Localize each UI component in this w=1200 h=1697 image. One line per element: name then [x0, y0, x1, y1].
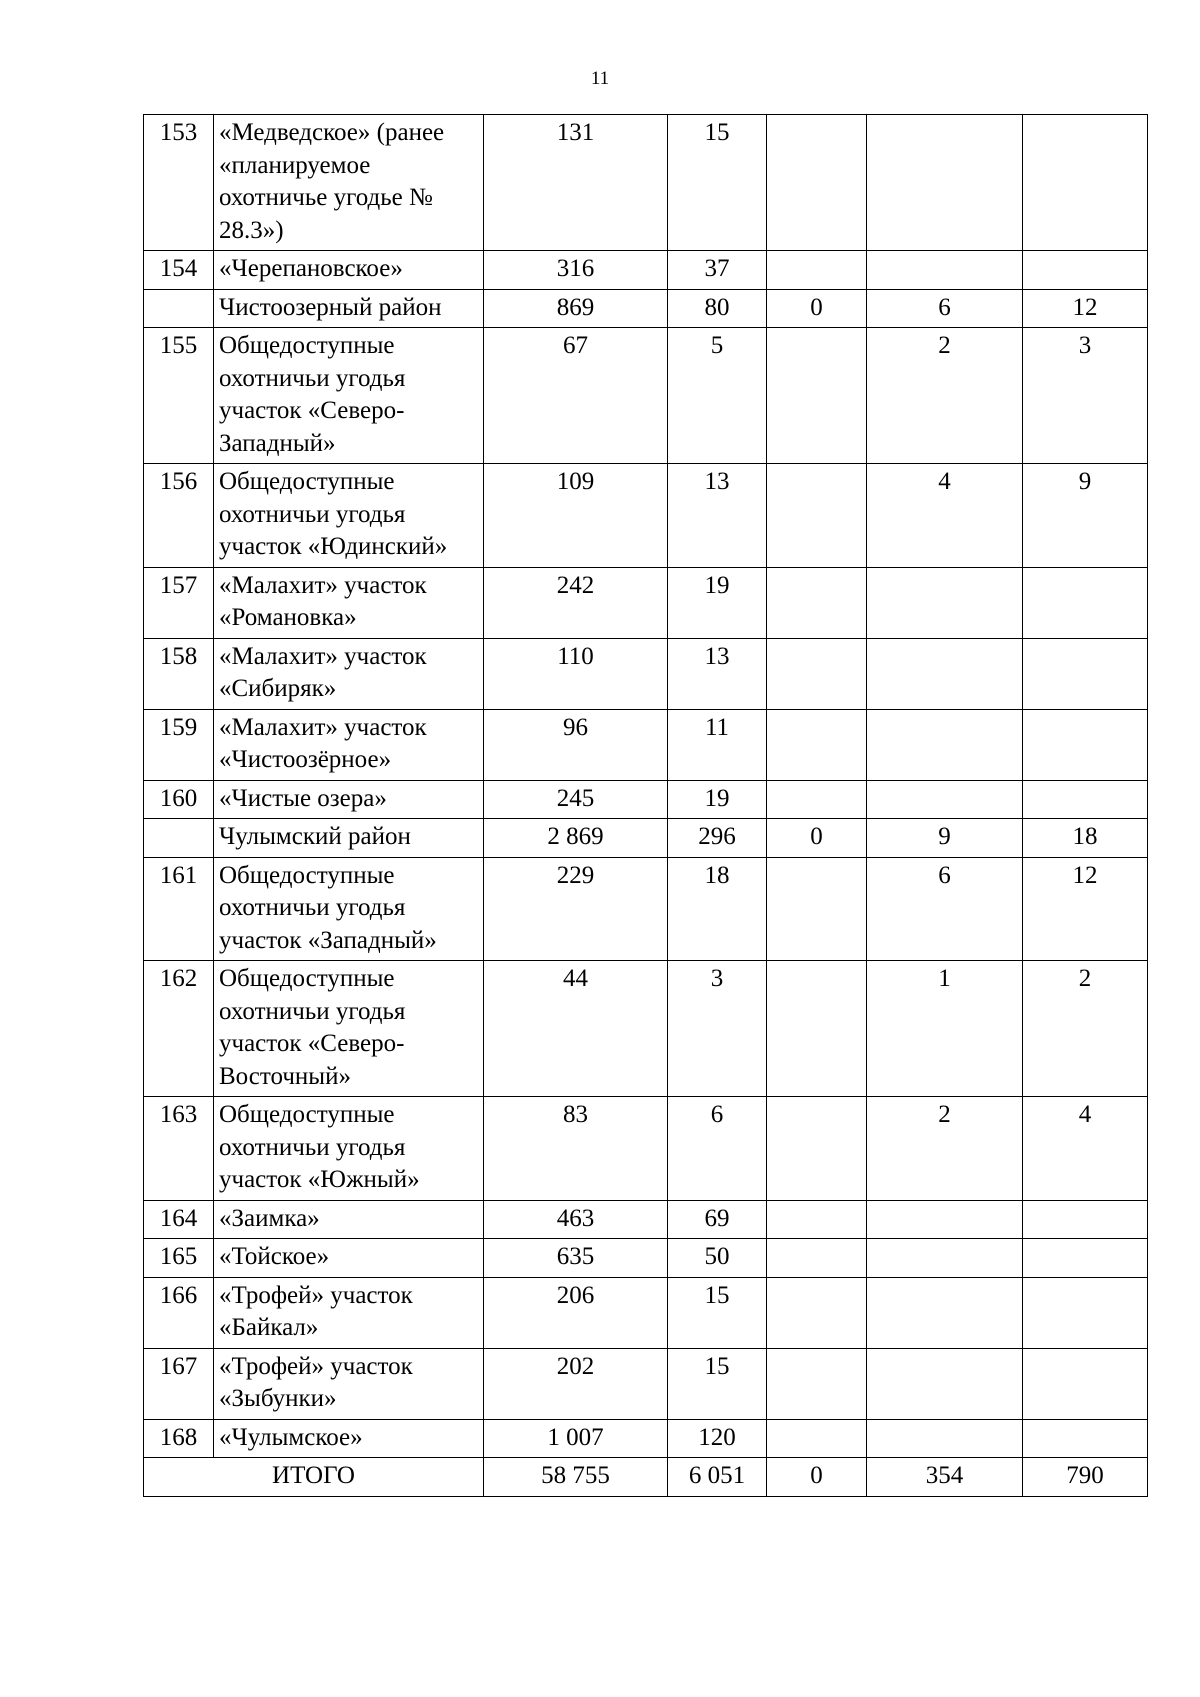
area-cell: 109 — [484, 464, 668, 568]
col3-cell: 0 — [767, 819, 867, 858]
col3-cell — [767, 567, 867, 638]
col3-cell — [767, 1239, 867, 1278]
col4-cell — [867, 638, 1023, 709]
total-col4-cell: 354 — [867, 1458, 1023, 1497]
count-cell: 69 — [668, 1200, 767, 1239]
col4-cell — [867, 1277, 1023, 1348]
table-row — [144, 567, 1148, 638]
col5-cell: 4 — [1023, 1097, 1148, 1201]
col5-cell: 12 — [1023, 289, 1148, 328]
col3-cell — [767, 328, 867, 464]
area-cell: 83 — [484, 1097, 668, 1201]
total-col5-cell: 790 — [1023, 1458, 1148, 1497]
col3-cell — [767, 251, 867, 290]
col4-cell: 2 — [867, 1097, 1023, 1201]
table-row — [144, 709, 1148, 780]
row-number-cell: 164 — [144, 1200, 214, 1239]
area-cell: 44 — [484, 961, 668, 1097]
col5-cell: 12 — [1023, 857, 1148, 961]
col5-cell — [1023, 251, 1148, 290]
table-row — [144, 115, 1148, 251]
row-number-cell: 162 — [144, 961, 214, 1097]
col5-cell — [1023, 567, 1148, 638]
area-cell: 2 869 — [484, 819, 668, 858]
col5-cell — [1023, 780, 1148, 819]
ground-name-cell: Общедоступные охотничьи угодья участок «Южный» — [214, 1097, 484, 1201]
row-number-cell — [144, 819, 214, 858]
area-cell: 202 — [484, 1348, 668, 1419]
col4-cell: 6 — [867, 289, 1023, 328]
count-cell: 6 — [668, 1097, 767, 1201]
col4-cell — [867, 251, 1023, 290]
row-number-cell: 157 — [144, 567, 214, 638]
ground-name-cell: «Черепановское» — [214, 251, 484, 290]
row-number-cell: 166 — [144, 1277, 214, 1348]
count-cell: 120 — [668, 1419, 767, 1458]
table-row — [144, 1097, 1148, 1201]
ground-name-cell: Общедоступные охотничьи угодья участок «Юдинский» — [214, 464, 484, 568]
col4-cell: 1 — [867, 961, 1023, 1097]
count-cell: 50 — [668, 1239, 767, 1278]
count-cell: 296 — [668, 819, 767, 858]
col4-cell — [867, 1200, 1023, 1239]
table-row — [144, 1239, 1148, 1278]
table-row — [144, 328, 1148, 464]
col5-cell — [1023, 1200, 1148, 1239]
count-cell: 19 — [668, 567, 767, 638]
col5-cell — [1023, 1239, 1148, 1278]
table-row — [144, 1348, 1148, 1419]
ground-name-cell: «Малахит» участок «Сибиряк» — [214, 638, 484, 709]
row-number-cell — [144, 289, 214, 328]
ground-name-cell: «Трофей» участок «Байкал» — [214, 1277, 484, 1348]
count-cell: 11 — [668, 709, 767, 780]
ground-name-cell: «Малахит» участок «Романовка» — [214, 567, 484, 638]
table-row — [144, 857, 1148, 961]
area-cell: 206 — [484, 1277, 668, 1348]
area-cell: 316 — [484, 251, 668, 290]
area-cell: 110 — [484, 638, 668, 709]
col4-cell — [867, 1239, 1023, 1278]
col3-cell — [767, 1419, 867, 1458]
total-row — [144, 1458, 1148, 1497]
row-number-cell: 163 — [144, 1097, 214, 1201]
count-cell: 15 — [668, 1277, 767, 1348]
row-number-cell: 167 — [144, 1348, 214, 1419]
col3-cell — [767, 1348, 867, 1419]
page-number: 11 — [590, 68, 610, 89]
ground-name-cell: «Заимка» — [214, 1200, 484, 1239]
table-row — [144, 1419, 1148, 1458]
col3-cell — [767, 709, 867, 780]
row-number-cell: 156 — [144, 464, 214, 568]
ground-name-cell: «Чулымское» — [214, 1419, 484, 1458]
col5-cell: 9 — [1023, 464, 1148, 568]
col5-cell — [1023, 1419, 1148, 1458]
table-row — [144, 464, 1148, 568]
table-row — [144, 780, 1148, 819]
area-cell: 96 — [484, 709, 668, 780]
row-number-cell: 168 — [144, 1419, 214, 1458]
col3-cell — [767, 1277, 867, 1348]
total-col3-cell: 0 — [767, 1458, 867, 1497]
area-cell: 229 — [484, 857, 668, 961]
col5-cell — [1023, 1348, 1148, 1419]
row-number-cell: 155 — [144, 328, 214, 464]
count-cell: 13 — [668, 464, 767, 568]
col5-cell — [1023, 709, 1148, 780]
ground-name-cell: Общедоступные охотничьи угодья участок «Северо-Западный» — [214, 328, 484, 464]
area-cell: 245 — [484, 780, 668, 819]
col3-cell: 0 — [767, 289, 867, 328]
col3-cell — [767, 638, 867, 709]
col5-cell — [1023, 638, 1148, 709]
table-row — [144, 251, 1148, 290]
ground-name-cell: Чулымский район — [214, 819, 484, 858]
col3-cell — [767, 780, 867, 819]
count-cell: 13 — [668, 638, 767, 709]
col5-cell: 3 — [1023, 328, 1148, 464]
row-number-cell: 158 — [144, 638, 214, 709]
district-subtotal-row — [144, 819, 1148, 858]
col5-cell — [1023, 115, 1148, 251]
row-number-cell: 153 — [144, 115, 214, 251]
col3-cell — [767, 961, 867, 1097]
hunting-grounds-table — [143, 114, 1148, 1497]
row-number-cell: 154 — [144, 251, 214, 290]
col4-cell — [867, 567, 1023, 638]
row-number-cell: 161 — [144, 857, 214, 961]
ground-name-cell: «Трофей» участок «Зыбунки» — [214, 1348, 484, 1419]
district-subtotal-row — [144, 289, 1148, 328]
table-footer — [144, 1458, 1148, 1497]
col4-cell — [867, 1419, 1023, 1458]
ground-name-cell: Общедоступные охотничьи угодья участок «Западный» — [214, 857, 484, 961]
area-cell: 67 — [484, 328, 668, 464]
count-cell: 19 — [668, 780, 767, 819]
col4-cell — [867, 709, 1023, 780]
col4-cell — [867, 780, 1023, 819]
col4-cell: 6 — [867, 857, 1023, 961]
area-cell: 131 — [484, 115, 668, 251]
ground-name-cell: «Тойское» — [214, 1239, 484, 1278]
col3-cell — [767, 857, 867, 961]
count-cell: 3 — [668, 961, 767, 1097]
ground-name-cell: «Медведское» (ранее «планируемое охотничье угодье № 28.3») — [214, 115, 484, 251]
row-number-cell: 165 — [144, 1239, 214, 1278]
area-cell: 869 — [484, 289, 668, 328]
table-row — [144, 638, 1148, 709]
col4-cell: 2 — [867, 328, 1023, 464]
col4-cell: 9 — [867, 819, 1023, 858]
area-cell: 635 — [484, 1239, 668, 1278]
col3-cell — [767, 464, 867, 568]
count-cell: 37 — [668, 251, 767, 290]
total-area-cell: 58 755 — [484, 1458, 668, 1497]
col3-cell — [767, 1097, 867, 1201]
area-cell: 463 — [484, 1200, 668, 1239]
table-row — [144, 961, 1148, 1097]
count-cell: 15 — [668, 1348, 767, 1419]
col4-cell — [867, 115, 1023, 251]
col3-cell — [767, 115, 867, 251]
col4-cell: 4 — [867, 464, 1023, 568]
col5-cell — [1023, 1277, 1148, 1348]
table-row — [144, 1277, 1148, 1348]
count-cell: 80 — [668, 289, 767, 328]
table-row — [144, 1200, 1148, 1239]
area-cell: 1 007 — [484, 1419, 668, 1458]
row-number-cell: 159 — [144, 709, 214, 780]
ground-name-cell: «Малахит» участок «Чистоозёрное» — [214, 709, 484, 780]
row-number-cell: 160 — [144, 780, 214, 819]
total-label: ИТОГО — [144, 1458, 484, 1497]
count-cell: 5 — [668, 328, 767, 464]
col5-cell: 2 — [1023, 961, 1148, 1097]
area-cell: 242 — [484, 567, 668, 638]
table-body — [144, 115, 1148, 1458]
ground-name-cell: Общедоступные охотничьи угодья участок «Северо-Восточный» — [214, 961, 484, 1097]
col3-cell — [767, 1200, 867, 1239]
col5-cell: 18 — [1023, 819, 1148, 858]
count-cell: 15 — [668, 115, 767, 251]
total-count-cell: 6 051 — [668, 1458, 767, 1497]
ground-name-cell: Чистоозерный район — [214, 289, 484, 328]
col4-cell — [867, 1348, 1023, 1419]
count-cell: 18 — [668, 857, 767, 961]
ground-name-cell: «Чистые озера» — [214, 780, 484, 819]
